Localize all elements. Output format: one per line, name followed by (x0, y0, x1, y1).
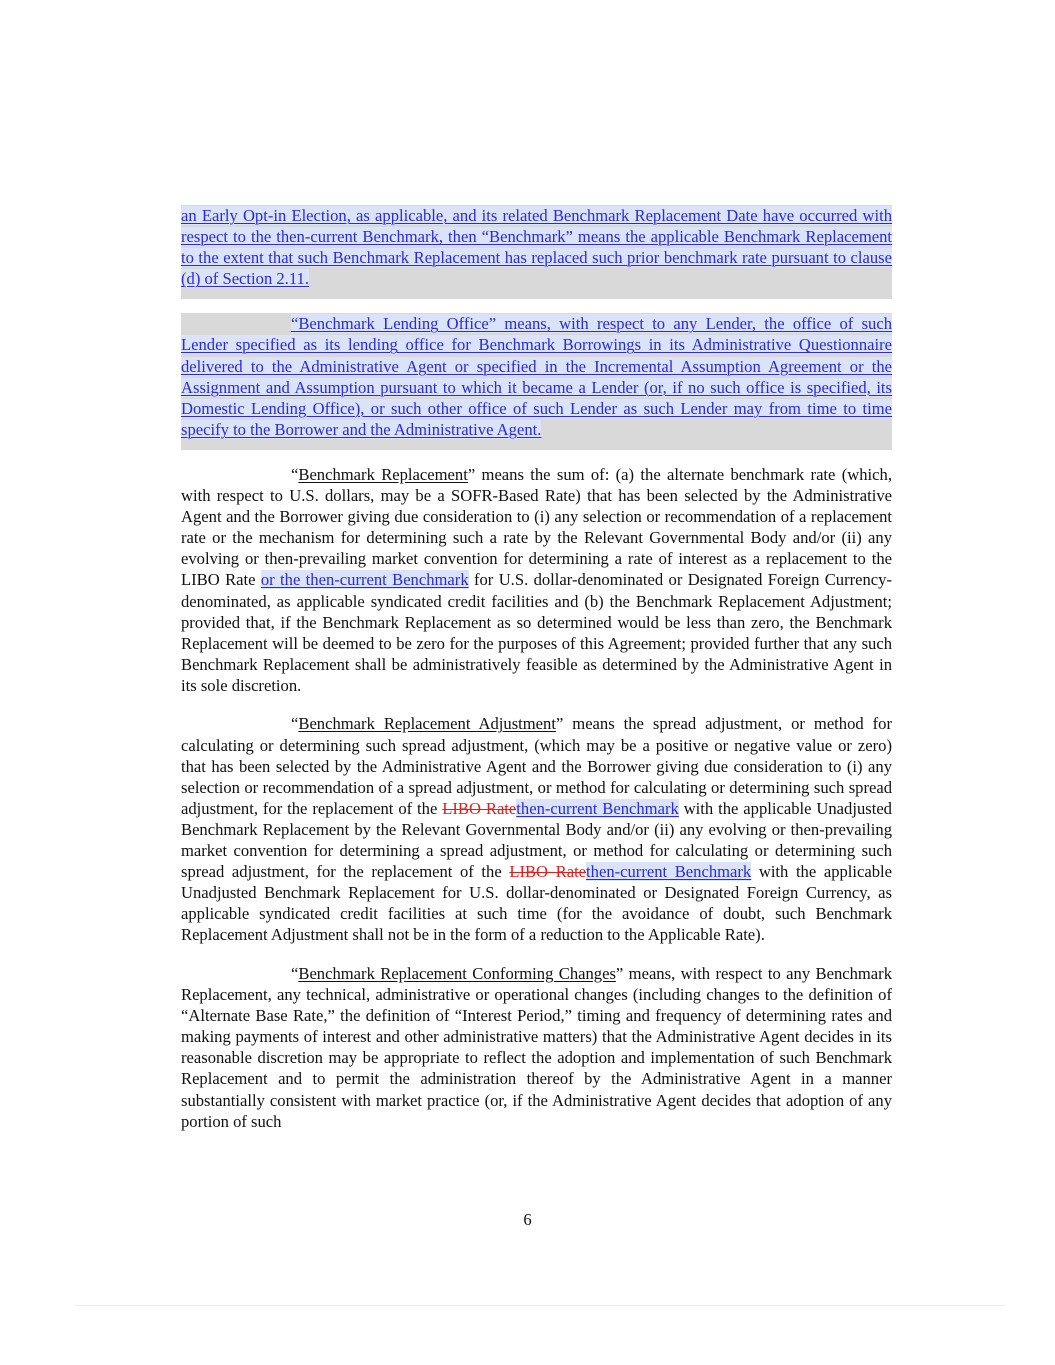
defined-term: Benchmark Replacement Conforming Changes (298, 964, 616, 983)
body-text: with the applicable Unadjusted Benchmark Replacement by the Relevant Governmental Body and/or (ii) any evolving or then-prevailing market convention for determining a spread adjustment, or method for calculating or determining such spread adjustment, for the replacement of the (181, 798, 892, 882)
body-text: ” means the sum of: (a) the alternate benchmark rate (which, with respect to U.S. dollars, may be a SOFR-Based Rate) that has been selected by the Administrative Agent and the Borrower giving due consideration to (i) any selection or recommendation of a replacement rate or the mechanism for determining such a rate by the Relevant Governmental Body and/or (ii) any evolving or then-prevailing market convention for determining a rate of interest as a replacement to the LIBO Rate (181, 464, 892, 590)
inserted-text: then-current Benchmark (586, 862, 752, 882)
open-quote: “ (291, 714, 299, 734)
open-quote: “ (291, 464, 299, 484)
body-text: ” means, with respect to any Benchmark Replacement, any technical, administrative or operational changes (including changes to the definition of “Alternate Base Rate,” the definition of “Interest Period,” timing and frequency of determining rates and making payments of interest and other administrative matters) that the Administrative Agent decides in its reasonable discretion may be appropriate to reflect the adoption and implementation of such Benchmark Replacement and to permit the administration thereof by the Administrative Agent in a manner substantially consistent with market practice (or, if the Administrative Agent decides that adoption of any portion of such (181, 964, 892, 1131)
footer-divider (75, 1305, 1005, 1306)
page-number: 6 (523, 1210, 532, 1229)
defined-term: Benchmark Replacement (298, 464, 468, 484)
defined-term: Benchmark Replacement Adjustment (298, 714, 556, 734)
paragraph-benchmark-lending-office (181, 313, 892, 440)
deleted-text: LIBO Rate (509, 862, 587, 882)
inserted-text: or the then-current Benchmark (260, 570, 469, 590)
paragraph-benchmark-continued (181, 205, 892, 289)
deleted-text: LIBO Rate (442, 798, 517, 818)
paragraph-benchmark-replacement (181, 464, 892, 696)
inserted-text: then-current Benchmark (516, 798, 679, 818)
inserted-text: an Early Opt-in Election, as applicable, and its related Benchmark Replacement Date have occurred with respect to the then-current Benchmark, then “Benchmark” means the applicable Benchmark Replacement to the extent that such Benchmark Replacement has replaced such prior benchmark rate pursuant to clause (d) of Section 2.11. (181, 206, 892, 289)
paragraph-benchmark-replacement-adjustment (181, 713, 892, 945)
body-text: ” means the spread adjustment, or method for calculating or determining such spread adjustment, (which may be a positive or negative value or zero) that has been selected by the Administrative Agent and the Borrower giving due consideration to (i) any selection or recommendation of a spread adjustment, or method for calculating or determining such spread adjustment, for the replacement of the (181, 714, 892, 818)
highlighted-block-1 (181, 205, 892, 299)
document-body (181, 205, 892, 1149)
inserted-text: “Benchmark Lending Office” means, with respect to any Lender, the office of such Lender specified as its lending office for Benchmark Borrowings in its Administrative Questionnaire delivered to the Administrative Agent or specified in the Incremental Assumption Agreement or the Assignment and Assumption pursuant to which it became a Lender (or, if no such office is specified, its Domestic Lending Office), or such other office of such Lender as such Lender may from time to time specify to the Borrower and the Administrative Agent. (181, 314, 892, 439)
body-text: with the applicable Unadjusted Benchmark Replacement for U.S. dollar-denominated or Designated Foreign Currency, as applicable syndicated credit facilities at such time (for the avoidance of doubt, such Benchmark Replacement Adjustment shall not be in the form of a reduction to the Applicable Rate). (181, 862, 893, 945)
body-text: for U.S. dollar-denominated or Designated Foreign Currency-denominated, as applicable syndicated credit facilities and (b) the Benchmark Replacement Adjustment; provided that, if the Benchmark Replacement as so determined would be less than zero, the Benchmark Replacement will be deemed to be zero for the purposes of this Agreement; provided further that any such Benchmark Replacement shall be administratively feasible as determined by the Administrative Agent in its sole discretion. (181, 570, 892, 695)
open-quote: “ (291, 964, 299, 983)
paragraph-benchmark-replacement-conforming-changes (181, 963, 892, 1132)
highlighted-block-2 (181, 313, 892, 450)
